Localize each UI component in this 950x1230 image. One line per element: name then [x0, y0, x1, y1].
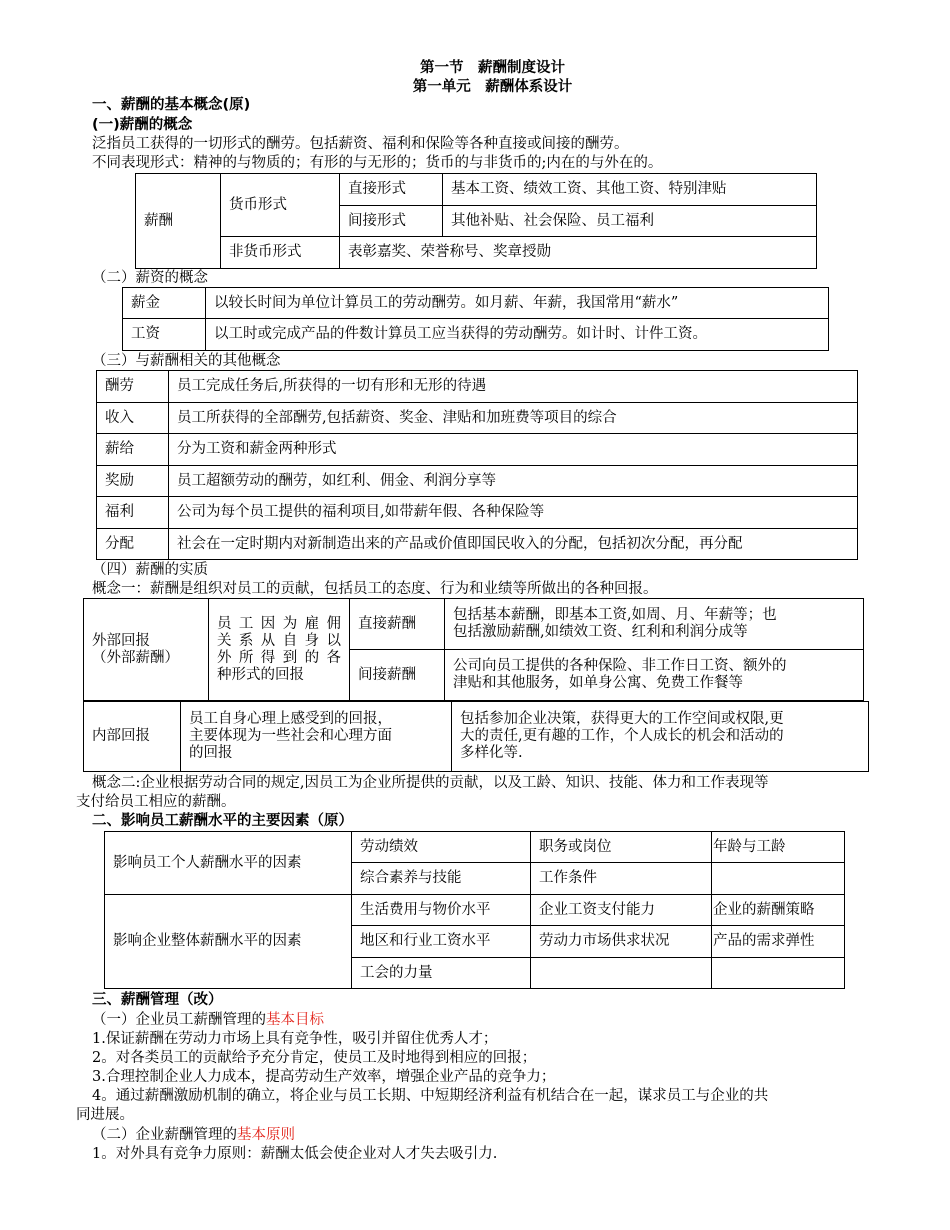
table-cell: 以较长时间为单位计算员工的劳动酬劳。如月薪、年薪，我国常用“薪水”: [206, 288, 829, 319]
related-concepts-table: [96, 370, 858, 560]
table-cell: 地区和行业工资水平: [352, 926, 531, 958]
goal-1: 1.保证薪酬在劳动力市场上具有竞争性，吸引并留住优秀人才；: [92, 1031, 498, 1047]
subheading-3-2: [92, 1127, 295, 1144]
table-cell: 薪酬: [136, 174, 221, 269]
table-cell: [712, 958, 845, 989]
subheading-3-1: [92, 1012, 324, 1029]
table-cell: 奖励: [97, 466, 169, 497]
salary-factors-table: [104, 831, 845, 989]
table-cell: 职务或岗位: [531, 832, 712, 863]
table-cell: [445, 599, 864, 650]
concept-two-line2: 支付给员工相应的薪酬。: [76, 794, 236, 810]
definition-text: 泛指员工获得的一切形式的酬劳。包括薪资、福利和保险等各种直接或间接的酬劳。: [92, 136, 629, 152]
table-cell: 工资: [123, 319, 206, 351]
subheading-text: （二）企业薪酬管理的: [92, 1127, 237, 1143]
cell-line: 种形式的回报: [217, 666, 304, 683]
table-cell: 基本工资、绩效工资、其他工资、特别津贴: [443, 174, 817, 206]
table-cell: [452, 702, 869, 772]
table-cell: 间接薪酬: [350, 650, 445, 701]
table-cell: 员工所获得的全部酬劳,包括薪资、奖金、津贴和加班费等项目的综合: [169, 403, 858, 434]
goal-4: 4。通过薪酬激励机制的确立，将企业与员工长期、中短期经济利益有机结合在一起，谋求员工与企业的共: [92, 1088, 769, 1104]
heading-1: 一、薪酬的基本概念(原): [92, 97, 251, 113]
table-cell: [84, 599, 209, 701]
subheading-text: （一）企业员工薪酬管理的: [92, 1012, 266, 1028]
table-cell: 薪给: [97, 434, 169, 466]
table-cell: 企业工资支付能力: [531, 895, 712, 926]
cell-line: 员工因为雇佣: [217, 615, 341, 632]
cell-line: 的回报: [189, 745, 233, 761]
highlight-text: 基本原则: [237, 1127, 295, 1143]
table-cell: 薪金: [123, 288, 206, 319]
concept-one: 概念一：薪酬是组织对员工的贡献，包括员工的态度、行为和业绩等所做出的各种回报。: [92, 581, 658, 597]
cell-line: 关系从自身以: [217, 632, 341, 649]
table-cell: 直接薪酬: [350, 599, 445, 650]
external-rewards-table: [83, 598, 864, 701]
table-cell: 间接形式: [340, 206, 443, 237]
heading-2: 二、影响员工薪酬水平的主要因素（原）: [92, 813, 353, 829]
section-title: 第一节 薪酬制度设计: [420, 60, 565, 76]
cell-line: （外部薪酬）: [92, 649, 179, 666]
subheading-1-2: （二）薪资的概念: [92, 270, 208, 286]
cell-line: 大的责任,更有趣的工作，个人成长的机会和活动的: [460, 728, 784, 744]
table-cell: 社会在一定时期内对新制造出来的产品或价值即国民收入的分配，包括初次分配，再分配: [169, 529, 858, 560]
table-cell: 直接形式: [340, 174, 443, 206]
table-cell: 劳动力市场供求状况: [531, 926, 712, 958]
table-cell: [531, 958, 712, 989]
table-cell: 工作条件: [531, 863, 712, 895]
table-cell: 其他补贴、社会保险、员工福利: [443, 206, 817, 237]
table-cell: 综合素养与技能: [352, 863, 531, 895]
table-cell: 福利: [97, 497, 169, 529]
table-cell: 分配: [97, 529, 169, 560]
table-cell: 分为工资和薪金两种形式: [169, 434, 858, 466]
goal-2: 2。对各类员工的贡献给予充分肯定，使员工及时地得到相应的回报；: [92, 1050, 537, 1066]
cell-line: 主要体现为一些社会和心理方面: [189, 728, 392, 744]
table-cell: [445, 650, 864, 701]
forms-text: 不同表现形式：精神的与物质的；有形的与无形的；货币的与非货币的;内在的与外在的。: [92, 155, 663, 171]
table-cell: 企业的薪酬策略: [712, 895, 845, 926]
table-cell: 收入: [97, 403, 169, 434]
subheading-1-1: (一)薪酬的概念: [92, 117, 193, 133]
table-cell: 以工时或完成产品的件数计算员工应当获得的劳动酬劳。如计时、计件工资。: [206, 319, 829, 351]
table-cell: [712, 863, 845, 895]
salary-concept-table: [122, 287, 829, 351]
goal-3: 3.合理控制企业人力成本，提高劳动生产效率，增强企业产品的竞争力；: [92, 1069, 556, 1085]
cell-line: 津贴和其他服务，如单身公寓、免费工作餐等: [453, 675, 743, 691]
cell-line: 包括激励薪酬,如绩效工资、红利和利润分成等: [453, 624, 748, 640]
subheading-1-3: （三）与薪酬相关的其他概念: [92, 353, 281, 369]
table-cell: 影响员工个人薪酬水平的因素: [105, 832, 352, 895]
table-cell: 员工完成任务后,所获得的一切有形和无形的待遇: [169, 371, 858, 403]
cell-line: 外所得到的各: [217, 649, 341, 666]
heading-3: 三、薪酬管理（改）: [92, 992, 223, 1008]
cell-line: 员工自身心理上感受到的回报，: [189, 711, 392, 727]
table-cell: 表彰嘉奖、荣誉称号、奖章授勋: [340, 237, 817, 269]
subheading-1-4: （四）薪酬的实质: [92, 562, 208, 578]
compensation-forms-table: [135, 173, 817, 269]
table-cell: 工会的力量: [352, 958, 531, 989]
cell-line: 公司向员工提供的各种保险、非工作日工资、额外的: [453, 658, 787, 674]
table-cell: 员工超额劳动的酬劳，如红利、佣金、利润分享等: [169, 466, 858, 497]
highlight-text: 基本目标: [266, 1012, 324, 1028]
table-cell: 产品的需求弹性: [712, 926, 845, 958]
table-cell: 生活费用与物价水平: [352, 895, 531, 926]
cell-line: 包括基本薪酬，即基本工资,如周、月、年薪等；也: [453, 607, 777, 623]
concept-two-line1: 概念二:企业根据劳动合同的规定,因员工为企业所提供的贡献，以及工龄、知识、技能、体力和工作表现等: [92, 775, 769, 791]
table-cell: 酬劳: [97, 371, 169, 403]
table-cell: 非货币形式: [221, 237, 340, 269]
cell-line: 包括参加企业决策，获得更大的工作空间或权限,更: [460, 711, 784, 727]
table-cell: 公司为每个员工提供的福利项目,如带薪年假、各种保险等: [169, 497, 858, 529]
table-cell: 劳动绩效: [352, 832, 531, 863]
unit-title: 第一单元 薪酬体系设计: [412, 79, 573, 95]
goal-4-cont: 同进展。: [76, 1107, 134, 1123]
table-cell: [209, 599, 350, 701]
internal-rewards-table: [83, 701, 869, 772]
cell-line: 外部回报: [92, 632, 150, 649]
cell-line: 多样化等.: [460, 745, 523, 761]
table-cell: 年龄与工龄: [712, 832, 845, 863]
principle-1: 1。对外具有竞争力原则：薪酬太低会使企业对人才失去吸引力.: [92, 1146, 498, 1162]
table-cell: 影响企业整体薪酬水平的因素: [105, 895, 352, 989]
table-cell: 内部回报: [84, 702, 181, 772]
table-cell: [181, 702, 452, 772]
table-cell: 货币形式: [221, 174, 340, 237]
